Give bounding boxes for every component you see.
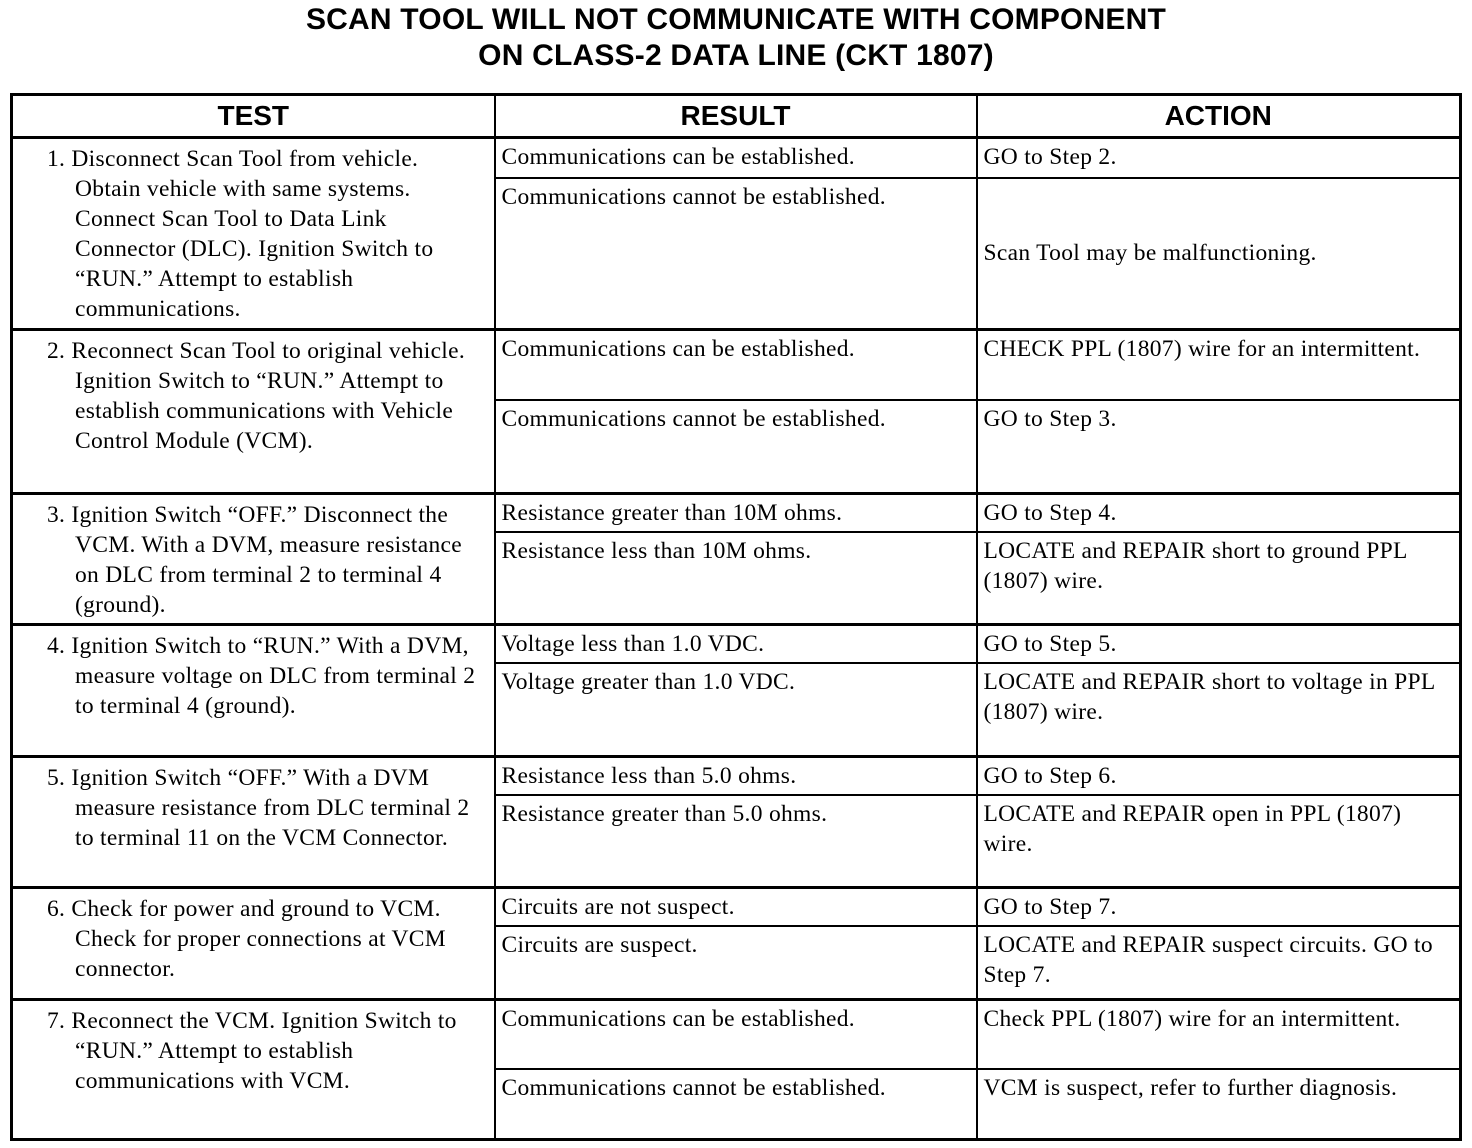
test-step-5	[12, 756, 495, 888]
action-cell: LOCATE and REPAIR short to ground PPL (1807) wire.	[977, 532, 1461, 624]
table-row	[12, 494, 1461, 533]
result-cell: Voltage greater than 1.0 VDC.	[495, 663, 977, 756]
action-cell: GO to Step 4.	[977, 494, 1461, 533]
table-row	[12, 138, 1461, 178]
test-step-text: 4. Ignition Switch to “RUN.” With a DVM, measure voltage on DLC from terminal 2 to terminal 4 (ground).	[47, 632, 476, 719]
test-step-1	[12, 138, 495, 330]
action-cell: GO to Step 3.	[977, 400, 1461, 494]
test-step-2	[12, 330, 495, 494]
test-step-text: 2. Reconnect Scan Tool to original vehicle. Ignition Switch to “RUN.” Attempt to establish communications with Vehicle Control Module (VCM).	[47, 338, 466, 455]
test-step-text: 1. Disconnect Scan Tool from vehicle. Obtain vehicle with same systems. Connect Scan Tool to Data Link Connector (DLC). Ignition Switch to “RUN.” Attempt to establish communications.	[47, 146, 434, 322]
action-cell: GO to Step 6.	[977, 756, 1461, 795]
test-step-text: 7. Reconnect the VCM. Ignition Switch to “RUN.” Attempt to establish communications with VCM.	[47, 1007, 457, 1094]
result-cell: Voltage less than 1.0 VDC.	[495, 624, 977, 663]
table-row	[12, 624, 1461, 663]
header-result: RESULT	[495, 95, 977, 138]
table-row	[12, 999, 1461, 1069]
action-cell: LOCATE and REPAIR short to voltage in PPL (1807) wire.	[977, 663, 1461, 756]
result-cell: Resistance less than 10M ohms.	[495, 532, 977, 624]
action-cell: CHECK PPL (1807) wire for an intermittent.	[977, 330, 1461, 400]
result-cell: Resistance greater than 5.0 ohms.	[495, 795, 977, 888]
header-test: TEST	[12, 95, 495, 138]
result-cell: Communications cannot be established.	[495, 400, 977, 494]
result-cell: Communications cannot be established.	[495, 1069, 977, 1139]
test-step-6	[12, 888, 495, 1000]
result-cell: Communications can be established.	[495, 999, 977, 1069]
result-cell: Resistance greater than 10M ohms.	[495, 494, 977, 533]
test-step-7	[12, 999, 495, 1139]
header-action: ACTION	[977, 95, 1461, 138]
action-cell: Scan Tool may be malfunctioning.	[977, 178, 1461, 330]
test-step-text: 3. Ignition Switch “OFF.” Disconnect the VCM. With a DVM, measure resistance on DLC from terminal 2 to terminal 4 (ground).	[47, 502, 462, 619]
table-row	[12, 756, 1461, 795]
test-step-text: 5. Ignition Switch “OFF.” With a DVM measure resistance from DLC terminal 2 to terminal 11 on the VCM Connector.	[47, 764, 470, 851]
table-row	[12, 888, 1461, 927]
action-cell: LOCATE and REPAIR open in PPL (1807) wire.	[977, 795, 1461, 888]
header-row	[12, 95, 1461, 138]
result-cell: Resistance less than 5.0 ohms.	[495, 756, 977, 795]
diagnostic-table	[10, 93, 1462, 1141]
action-cell: VCM is suspect, refer to further diagnosis.	[977, 1069, 1461, 1139]
result-cell: Communications can be established.	[495, 138, 977, 178]
result-cell: Communications cannot be established.	[495, 178, 977, 330]
result-cell: Circuits are not suspect.	[495, 888, 977, 927]
result-cell: Communications can be established.	[495, 330, 977, 400]
table-row	[12, 330, 1461, 400]
test-step-text: 6. Check for power and ground to VCM. Check for proper connections at VCM connector.	[47, 896, 446, 983]
action-cell: LOCATE and REPAIR suspect circuits. GO to Step 7.	[977, 926, 1461, 999]
title-line-2: ON CLASS-2 DATA LINE (CKT 1807)	[478, 39, 994, 72]
test-step-3	[12, 494, 495, 625]
action-cell: GO to Step 2.	[977, 138, 1461, 178]
result-cell: Circuits are suspect.	[495, 926, 977, 999]
action-cell: GO to Step 7.	[977, 888, 1461, 927]
page-title	[0, 2, 1472, 74]
action-cell: GO to Step 5.	[977, 624, 1461, 663]
test-step-4	[12, 624, 495, 756]
action-cell: Check PPL (1807) wire for an intermittent.	[977, 999, 1461, 1069]
title-line-1: SCAN TOOL WILL NOT COMMUNICATE WITH COMPONENT	[305, 3, 1167, 36]
